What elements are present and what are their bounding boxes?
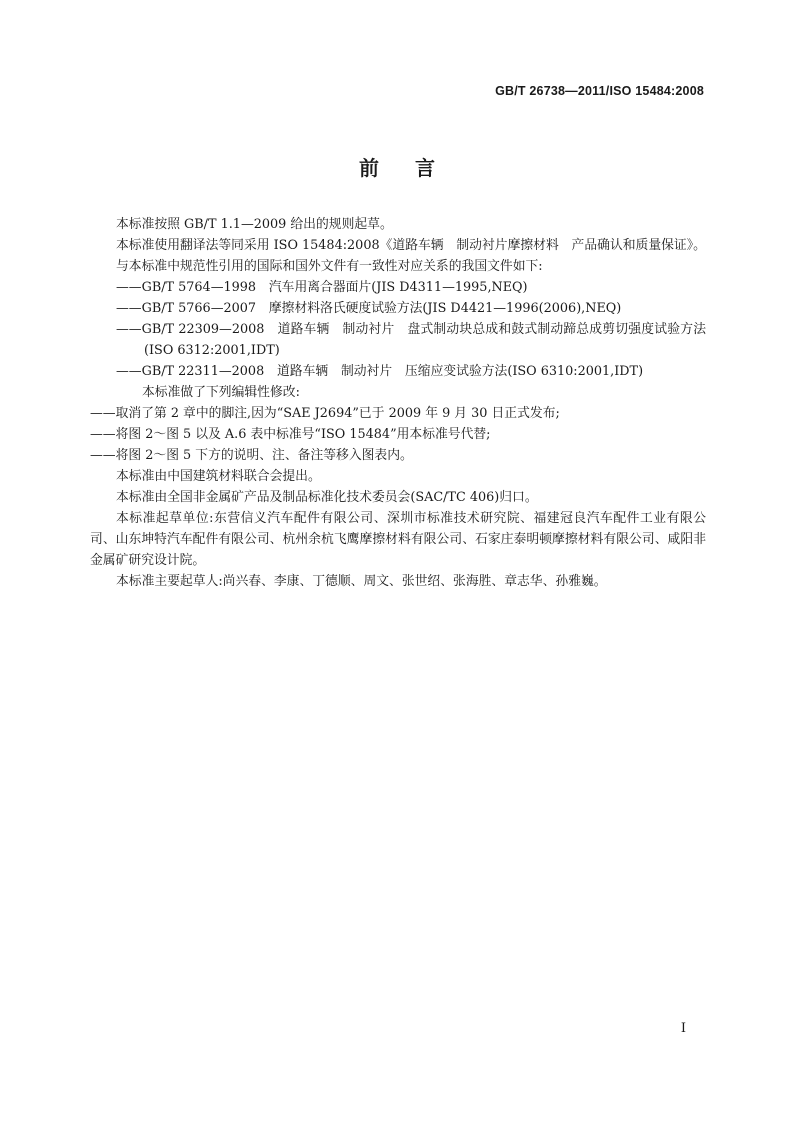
reference-item: ——GB/T 22311—2008 道路车辆 制动衬片 压缩应变试验方法(ISO 6310:2001,IDT) (116, 364, 644, 379)
page-number: I (680, 1021, 686, 1036)
paragraph-references-intro: 与本标准中规范性引用的国际和国外文件有一致性对应关系的我国文件如下: (116, 259, 543, 274)
page-title: 前言 (359, 156, 471, 180)
paragraph-proposer: 本标准由中国建筑材料联合会提出。 (116, 469, 321, 484)
modification-item: ——将图 2～图 5 以及 A.6 表中标准号“ISO 15484”用本标准号代替; (90, 427, 491, 442)
reference-item: ——GB/T 5764—1998 汽车用离合器面片(JIS D4311—1995,NEQ) (116, 280, 528, 295)
standard-code-header: GB/T 26738—2011/ISO 15484:2008 (495, 84, 704, 98)
paragraph-adoption: 本标准使用翻译法等同采用 ISO 15484:2008《道路车辆 制动衬片摩擦材料 产品确认和质量保证》。 (116, 238, 706, 253)
paragraph-drafting-units: 本标准起草单位:东营信义汽车配件有限公司、深圳市标准技术研究院、福建冠良汽车配件工业有限公司、山东坤特汽车配件有限公司、杭州余杭飞鹰摩擦材料有限公司、石家庄泰明顿摩擦材料有限公司、咸阳非金属矿研究设计院。 (90, 511, 706, 568)
modification-item: ——将图 2～图 5 下方的说明、注、备注等移入图表内。 (90, 448, 413, 463)
modification-item: ——取消了第 2 章中的脚注,因为“SAE J2694”已于 2009 年 9 月 30 日正式发布; (90, 406, 560, 421)
paragraph-drafting-rules: 本标准按照 GB/T 1.1—2009 给出的规则起草。 (116, 217, 393, 232)
foreword-body (90, 214, 706, 592)
reference-item: ——GB/T 22309—2008 道路车辆 制动衬片 盘式制动块总成和鼓式制动蹄总成剪切强度试验方法(ISO 6312:2001,IDT) (116, 322, 706, 358)
paragraph-administrator: 本标准由全国非金属矿产品及制品标准化技术委员会(SAC/TC 406)归口。 (116, 490, 538, 505)
paragraph-drafters: 本标准主要起草人:尚兴春、李康、丁德顺、周文、张世绍、张海胜、章志华、孙雅巍。 (116, 574, 607, 589)
paragraph-editorial-intro: 本标准做了下列编辑性修改: (142, 385, 300, 400)
reference-item: ——GB/T 5766—2007 摩擦材料洛氏硬度试验方法(JIS D4421—1996(2006),NEQ) (116, 301, 622, 316)
